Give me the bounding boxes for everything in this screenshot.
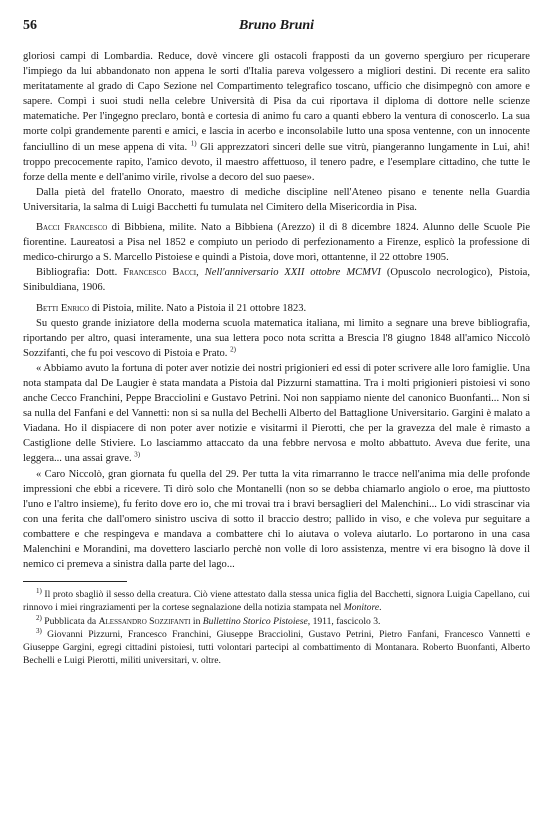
paragraph-letter-quote-1 bbox=[23, 361, 530, 467]
footnote-marker: 3) bbox=[36, 626, 42, 635]
entry-name: Betti Enrico bbox=[36, 302, 90, 314]
footnote-source: Monitore bbox=[343, 602, 380, 614]
paragraph-text: di Bibbiena, milite. Nato a Bibbiena (Arezzo) il dì 8 dicembre 1824. Alunno delle Scuole Pie fiorentine. Laureatosi a Pisa nel 1852 e compiuto un periodo di perfezionamento a Firenze, esplicò la professione di medico-chirurgo a S. Marcello Pistoiese e quindi a Pistoia, dove morì, ottantenne, il 22 ottobre 1905. bbox=[23, 222, 530, 264]
paragraph-text: « Abbiamo avuto la fortuna di poter aver notizie dei nostri prigionieri ed essi di poter scrivere alle loro famiglie. Una nota stampata dal De Laugier è stata mandata a Pistoia dal Pizzurni stamattina. Tra i molti prigionieri pistoiesi vi sono anche Cecco Franchini, Peppe Bracciolini e Gustavo Petrini. Noi non sappiamo niente del canonico Buonfanti... Non si sa nulla del Fanfani e del Vannetti: non si sa nulla del Bechelli Alberto del Battaglione Universitario. Gargini è malato a Viadana. Ho il dispiacere di non poter aver notizie e visitarmi il Pierotti, che per la gravezza del male è rimasto a Castiglione delle Stiviere. Lo lasciammo attaccato da una febbre nervosa e molto abbattuto. Aveva due ferite, una leggera... una assai grave. bbox=[23, 362, 530, 465]
footnote-ref-2: 2) bbox=[230, 345, 236, 354]
body-text bbox=[23, 49, 530, 572]
footnote-source: Bullettino Storico Pistoiese bbox=[202, 615, 308, 627]
entry-name: Bacci Francesco bbox=[36, 222, 108, 234]
footnote-text: , 1911, fascicolo 3. bbox=[307, 615, 381, 627]
page-header bbox=[23, 18, 530, 40]
page-number: 56 bbox=[23, 18, 37, 33]
footnote-text: Pubblicata da bbox=[41, 615, 99, 627]
document-page bbox=[23, 18, 530, 667]
paragraph-text: « Caro Niccolò, gran giornata fu quella del 29. Per tutta la vita rimarranno le tracce nell'anima mia delle profonde impressioni che ebbi a ricevere. Ti dirò solo che Montanelli (non so se debba chiamarlo angiolo o eroe, ma piuttosto l'uno e l'altro insieme), fu ferito dove ero io, che mi trovai tra i bravi bersaglieri del Malenchini... Lo vidi strascinar via con una ferita che dall'omero sinistro usciva di sotto il braccio destro; pallido in viso, e che voleva pur seguitare a combattere e che respingeva e mandava a combattere chi lo aiutava o voleva aiutarlo. Lo portarono in una casa Malenchini e Morandini, ma dovettero lasciarlo perchè non volle di loro assistenza, mentre vi era bisogno là dove il nemico ci premeva a sinistra dalla parte del lago... bbox=[23, 468, 530, 571]
paragraph-bibliography bbox=[23, 265, 530, 295]
paragraph-bacchetti-continued bbox=[23, 49, 530, 185]
footnote-divider bbox=[23, 581, 127, 582]
footnote-author: Alessandro Sozzifanti bbox=[98, 615, 191, 627]
work-title: Nell'anniversario XXII ottobre MCMVI bbox=[204, 267, 381, 279]
paragraph-text: Dalla pietà del fratello Onorato, maestro di mediche discipline nell'Ateneo pisano e tenente nella Guardia Universitaria, la salma di Luigi Bacchetti fu tumulata nel Cimitero della Misericordia in Pisa. bbox=[23, 186, 530, 213]
paragraph-letter-quote-2 bbox=[23, 467, 530, 573]
footnote-marker: 2) bbox=[36, 613, 42, 622]
paragraph-betti-intro bbox=[23, 316, 530, 361]
paragraph-text: Bibliografia: Dott. bbox=[36, 267, 124, 279]
footnote-ref-3: 3) bbox=[134, 450, 141, 459]
paragraph-text: gloriosi campi di Lombardia. Reduce, dovè vincere gli ostacoli frapposti da un governo spergiuro per ricuperare l'impiego da lui abbandonato non appena le sorti d'Italia pareva volgessero a migliori destini. Di recente era salito meritatamente al grado di Capo Sezione nel Compartimento telegrafico toscano, ufficio che disimpegnò con amore e sapere. Compì i suoi studi nella celebre Università di Pisa da cui riportava il diploma di dottore nelle scienze matematiche. Per l'ingegno preclaro, bontà e cortesia di animo fu caro a quanti ebbero la ventura di conoscerlo. La sua morte colpì grandemente parenti e amici, e lascia in acerbo e inconsolabile lutto una sposa ventenne, con un innocente fanciullino di un mese appena di vita. bbox=[23, 51, 530, 153]
footnote-text: Il proto sbagliò il sesso della creatura. Ciò viene attestato dalla stessa unica figlia del Bacchetti, signora Luigia Capellano, cui rinnovo i miei ringraziamenti per la cortese segnalazione della notizia stampata nel bbox=[23, 589, 530, 614]
paragraph-text: di Pistoia, milite. Nato a Pistoia il 21 ottobre 1823. bbox=[89, 302, 307, 314]
footnotes bbox=[23, 588, 530, 667]
footnote-text: Giovanni Pizzurni, Francesco Franchini, Giuseppe Bracciolini, Gustavo Petrini, Pietro Fanfani, Francesco Vannetti e Giuseppe Gargini, egregi cittadini pistoiesi, tutti volontari partecipi al combattimento di Montanara. Roberto Buonfanti, Alberto Bechelli e Luigi Pierotti, militi universitari, v. oltre. bbox=[23, 628, 530, 667]
footnote-2 bbox=[23, 615, 530, 628]
paragraph-burial bbox=[23, 185, 530, 215]
footnote-text: in bbox=[190, 615, 203, 627]
footnote-ref-1: 1) bbox=[190, 139, 197, 148]
running-head: Bruno Bruni bbox=[238, 18, 315, 33]
author-name: Francesco Bacci bbox=[123, 267, 197, 279]
footnote-3 bbox=[23, 628, 530, 668]
entry-betti bbox=[23, 301, 530, 316]
paragraph-text: Gli apprezzatori sinceri delle sue vitrù, piangeranno lungamente in Lui, ahi! troppo precocemente rapito, l'amico devoto, il maestro affettuoso, il tenero padre, e l'esemplare cittadino, che tutte le forze della mente e dell'animo virile, rivolse a decoro del suo paese». bbox=[23, 141, 530, 183]
paragraph-text: , bbox=[196, 267, 205, 279]
paragraph-text: Su questo grande iniziatore della moderna scuola matematica italiana, mi limito a segnare una breve bibliografia, riportando per altro, quasi interamente, una sua lettera poco nota scritta a Brescia l'8 giugno 1848 all'amico Niccolò Sozzifanti, che fu poi vescovo di Pistoia e Prato. bbox=[23, 317, 530, 359]
footnote-text: . bbox=[379, 602, 382, 614]
footnote-1 bbox=[23, 588, 530, 614]
paragraph-text: (Opuscolo necrologico), Pistoia, Sinibuldiana, 1906. bbox=[23, 267, 530, 294]
entry-bacci bbox=[23, 220, 530, 265]
footnote-marker: 1) bbox=[36, 587, 42, 595]
